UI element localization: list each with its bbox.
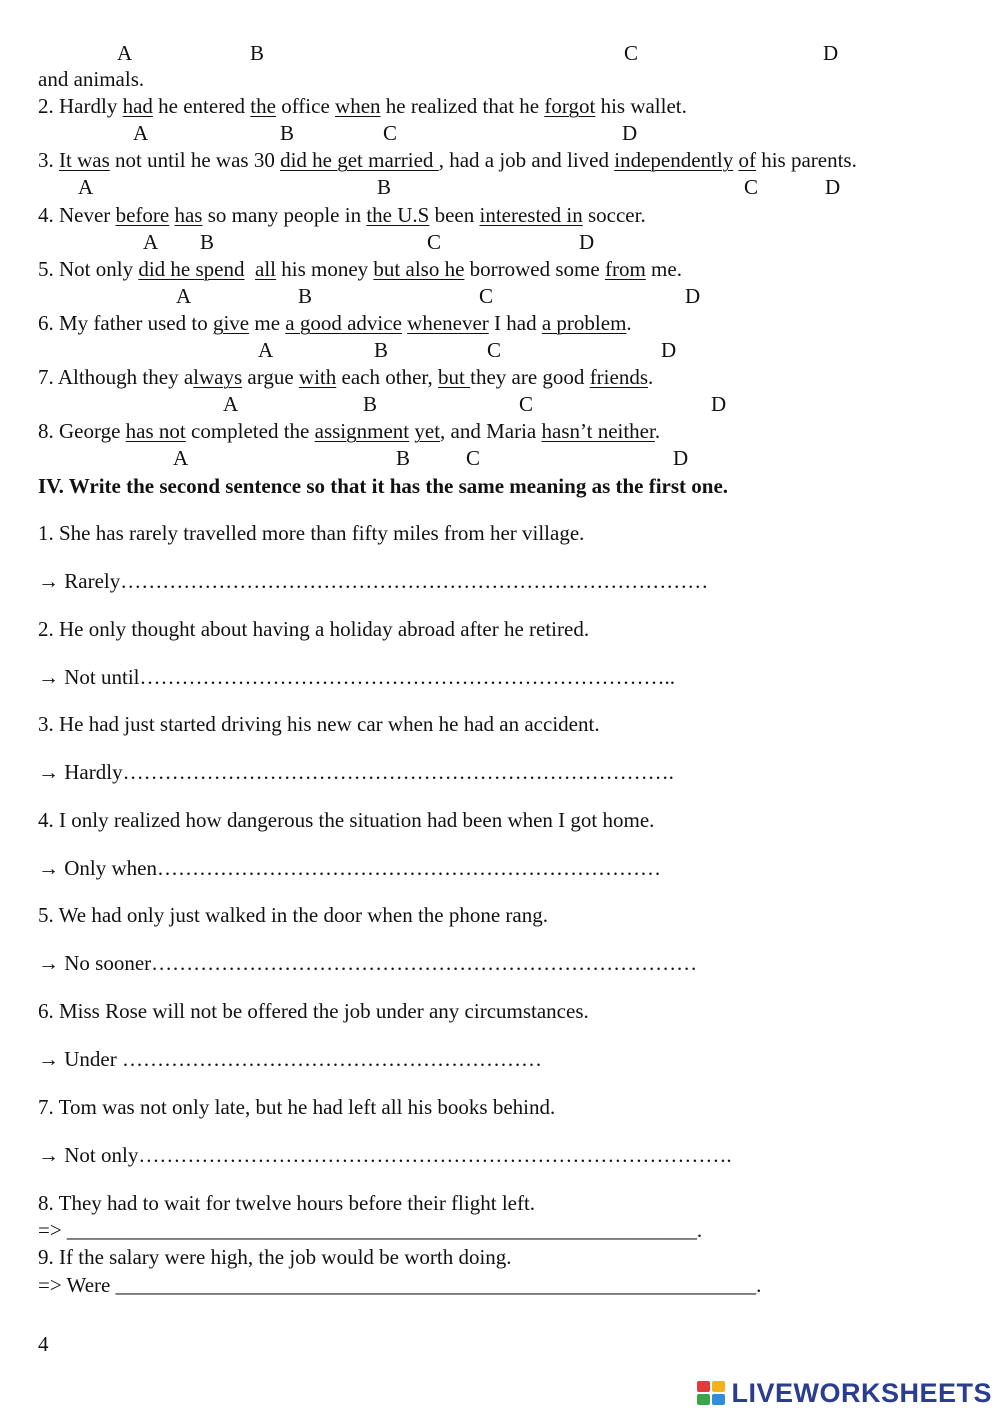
underlined-option[interactable]: friends xyxy=(589,365,649,389)
underlined-option[interactable]: forgot xyxy=(544,94,596,118)
option-letter: B xyxy=(363,392,378,416)
sentence-text: 4. Never xyxy=(38,203,116,227)
question-sentence xyxy=(38,94,687,118)
underlined-option[interactable]: a problem xyxy=(541,311,627,335)
sentence-text: , and Maria xyxy=(440,419,542,443)
underlined-option[interactable]: whenever xyxy=(407,311,489,335)
sentence-text: me. xyxy=(645,257,682,281)
underlined-option[interactable]: has xyxy=(174,203,203,227)
option-letter: D xyxy=(622,121,638,145)
underlined-option[interactable]: when xyxy=(335,94,381,118)
section-heading: IV. Write the second sentence so that it has the same meaning as the first one. xyxy=(38,474,729,498)
sentence-text: , had a job and lived xyxy=(438,148,615,172)
question-sentence xyxy=(38,419,660,443)
rewrite-answer-line[interactable]: → Not until………………………………………………………………….. xyxy=(38,665,676,689)
sentence-text: I had xyxy=(488,311,542,335)
rewrite-question: 2. He only thought about having a holiday abroad after he retired. xyxy=(38,617,590,641)
rewrite-answer-line[interactable]: => ____________________________________________________________. xyxy=(38,1218,703,1242)
rewrite-answer-line[interactable]: → Not only…………………………………………………………………………. xyxy=(38,1143,732,1167)
sentence-text: not until he was 30 xyxy=(109,148,281,172)
underlined-option[interactable]: independently xyxy=(614,148,734,172)
underlined-option[interactable]: from xyxy=(604,257,646,281)
option-letter: B xyxy=(250,41,265,65)
rewrite-question: 8. They had to wait for twelve hours before their flight left. xyxy=(38,1191,536,1215)
sentence-text: . xyxy=(654,419,661,443)
option-letter: C xyxy=(479,284,494,308)
rewrite-question: 1. She has rarely travelled more than fifty miles from her village. xyxy=(38,521,585,545)
sentence-text: his wallet. xyxy=(595,94,687,118)
liveworksheets-logo-icon xyxy=(697,1381,727,1407)
option-letter: D xyxy=(579,230,595,254)
option-letter: C xyxy=(487,338,502,362)
underlined-option[interactable]: with xyxy=(298,365,337,389)
rewrite-answer-line[interactable]: → Only when……………………………………………………………… xyxy=(38,856,661,880)
sentence-text: completed the xyxy=(185,419,315,443)
rewrite-question: 9. If the salary were high, the job would be worth doing. xyxy=(38,1245,512,1269)
option-letter: A xyxy=(176,284,192,308)
rewrite-question: 4. I only realized how dangerous the situation had been when I got home. xyxy=(38,808,655,832)
option-letter: D xyxy=(661,338,677,362)
underlined-option[interactable]: all xyxy=(255,257,276,281)
option-letter: C xyxy=(519,392,534,416)
sentence-text: . xyxy=(626,311,632,335)
rewrite-answer-line[interactable]: => Were _____________________________________________________________. xyxy=(38,1273,762,1297)
underlined-option[interactable]: lways xyxy=(193,365,243,389)
underlined-option[interactable]: before xyxy=(115,203,170,227)
sentence-text: soccer. xyxy=(582,203,646,227)
sentence-text: so many people in xyxy=(202,203,367,227)
underlined-option[interactable]: assignment xyxy=(314,419,410,443)
question-continuation: and animals. xyxy=(38,67,145,91)
sentence-text: 8. George xyxy=(38,419,126,443)
underlined-option[interactable]: of xyxy=(738,148,756,172)
option-letter: B xyxy=(374,338,389,362)
liveworksheets-logo[interactable] xyxy=(697,1378,992,1409)
rewrite-answer-line[interactable]: → Hardly……………………………………………………………………. xyxy=(38,760,674,784)
underlined-option[interactable]: interested in xyxy=(479,203,583,227)
rewrite-question: 7. Tom was not only late, but he had left all his books behind. xyxy=(38,1095,556,1119)
underlined-option[interactable]: yet xyxy=(414,419,441,443)
option-letter: D xyxy=(711,392,727,416)
option-letter: A xyxy=(173,446,189,470)
option-letter: A xyxy=(78,175,94,199)
sentence-text: me xyxy=(249,311,286,335)
sentence-text: he entered xyxy=(152,94,251,118)
option-letter: C xyxy=(466,446,481,470)
underlined-option[interactable]: It was xyxy=(59,148,110,172)
underlined-option[interactable]: did he get married xyxy=(280,148,439,172)
question-sentence xyxy=(38,311,632,335)
option-letter: B xyxy=(280,121,295,145)
underlined-option[interactable]: hasn’t neither xyxy=(541,419,655,443)
option-letter: C xyxy=(383,121,398,145)
underlined-option[interactable]: the U.S xyxy=(366,203,430,227)
rewrite-question: 5. We had only just walked in the door when the phone rang. xyxy=(38,903,548,927)
liveworksheets-brand-text: LIVEWORKSHEETS xyxy=(731,1378,992,1408)
option-letter: C xyxy=(427,230,442,254)
underlined-option[interactable]: a good advice xyxy=(285,311,402,335)
option-letter: C xyxy=(624,41,639,65)
underlined-option[interactable]: but xyxy=(438,365,471,389)
sentence-text xyxy=(245,257,256,281)
sentence-text: his parents. xyxy=(755,148,857,172)
underlined-option[interactable]: has not xyxy=(125,419,186,443)
sentence-text: he realized that he xyxy=(380,94,545,118)
rewrite-answer-line[interactable]: → Under …………………………………………………… xyxy=(38,1047,542,1071)
sentence-text: each other, xyxy=(336,365,439,389)
option-letter: A xyxy=(143,230,159,254)
sentence-text: 7. Although they a xyxy=(38,365,194,389)
option-letter: A xyxy=(258,338,274,362)
option-letter: C xyxy=(744,175,759,199)
option-letter: D xyxy=(685,284,701,308)
sentence-text: been xyxy=(429,203,480,227)
option-letter: A xyxy=(223,392,239,416)
option-letter: B xyxy=(298,284,313,308)
underlined-option[interactable]: the xyxy=(250,94,276,118)
option-letter: B xyxy=(396,446,411,470)
underlined-option[interactable]: give xyxy=(212,311,250,335)
sentence-text: borrowed some xyxy=(464,257,605,281)
option-letter: D xyxy=(825,175,841,199)
question-sentence xyxy=(38,203,646,227)
option-letter: A xyxy=(117,41,133,65)
sentence-text: 2. Hardly xyxy=(38,94,123,118)
question-sentence xyxy=(38,365,653,389)
option-letter: D xyxy=(673,446,689,470)
page-number: 4 xyxy=(38,1332,49,1356)
option-letter: A xyxy=(133,121,149,145)
underlined-option[interactable]: had xyxy=(122,94,153,118)
sentence-text: they are good xyxy=(470,365,590,389)
option-letter: B xyxy=(200,230,215,254)
sentence-text: 3. xyxy=(38,148,59,172)
option-letter: D xyxy=(823,41,839,65)
sentence-text: his money xyxy=(276,257,374,281)
rewrite-answer-line[interactable]: → Rarely………………………………………………………………………… xyxy=(38,569,709,593)
sentence-text: argue xyxy=(242,365,299,389)
rewrite-question: 3. He had just started driving his new car when he had an accident. xyxy=(38,712,600,736)
sentence-text: 5. Not only xyxy=(38,257,139,281)
question-sentence xyxy=(38,148,857,172)
question-sentence xyxy=(38,257,682,281)
sentence-text: . xyxy=(648,365,654,389)
underlined-option[interactable]: but also he xyxy=(373,257,465,281)
rewrite-answer-line[interactable]: → No sooner…………………………………………………………………… xyxy=(38,951,698,975)
rewrite-question: 6. Miss Rose will not be offered the job under any circumstances. xyxy=(38,999,589,1023)
sentence-text: office xyxy=(275,94,336,118)
underlined-option[interactable]: did he spend xyxy=(138,257,245,281)
sentence-text: 6. My father used to xyxy=(38,311,213,335)
option-letter: B xyxy=(377,175,392,199)
